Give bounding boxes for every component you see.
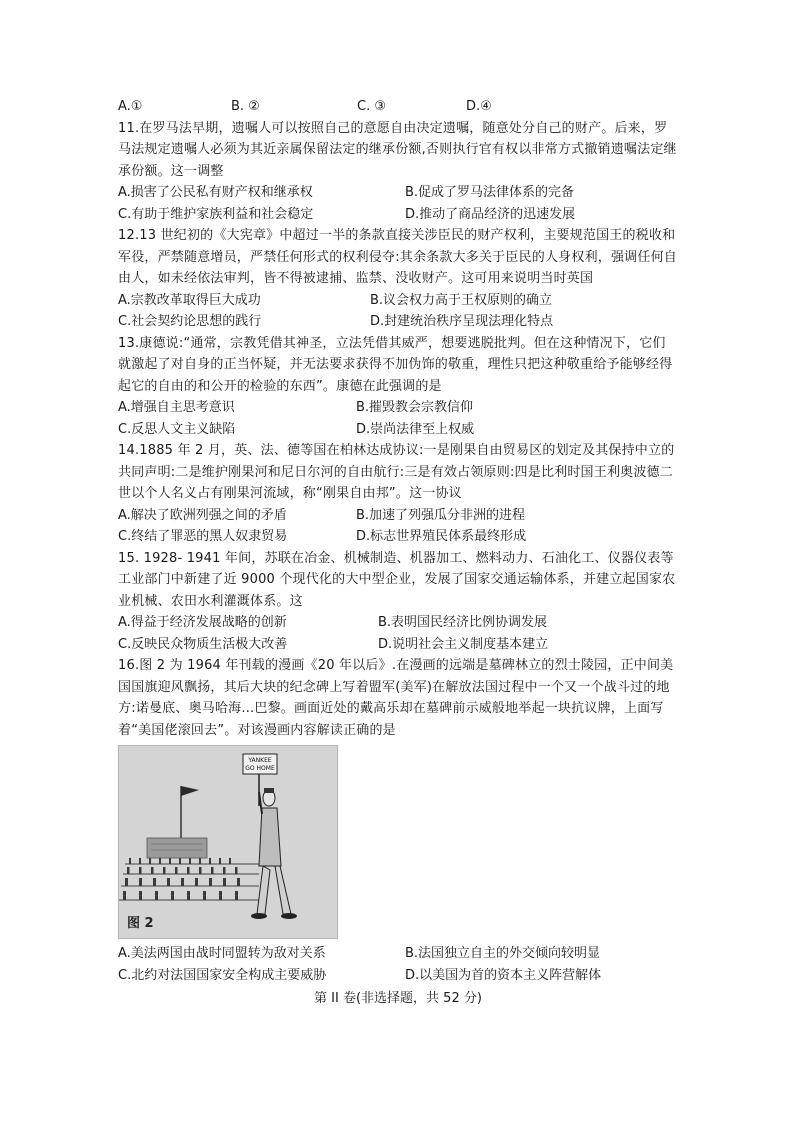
q12-option-c: C.社会契约论思想的践行 [118, 314, 262, 329]
q13-option-b: B.摧毁教会宗教信仰 [356, 400, 474, 415]
q13-text: 13.康德说:“通常，宗教凭借其神圣，立法凭借其威严，想要逃脱批判。但在这种情况下，它们就激起了对自身的正当怀疑，并无法要求获得不加伪饰的敬重，理性只把这种敬重给予能够经得起它的自由的和公开的检验的东西”。康德在此强调的是 [118, 335, 673, 394]
exam-page [118, 96, 678, 1010]
q16-option-d: D.以美国为首的资本主义阵营解体 [405, 967, 602, 983]
q14-options-row2 [118, 526, 678, 548]
section-footer: 第 II 卷(非选择题，共 52 分) [314, 991, 482, 1006]
q13-option-d: D.崇尚法律至上权威 [356, 421, 475, 437]
q12-options-row2 [118, 311, 678, 333]
q14-option-d: D.标志世界殖民体系最终形成 [356, 529, 527, 544]
q15-option-b: B.表明国民经济比例协调发展 [378, 615, 548, 630]
q15-option-d: D.说明社会主义制度基本建立 [378, 636, 549, 652]
q14-text: 14.1885 年 2 月，英、法、德等国在柏林达成协议:一是刚果自由贸易区的划定及其保持中立的共同声明:二是维护刚果河和尼日尔河的自由航行:三是有效占领原则:四是比利时国王利奥波德二世以个人名义占有刚果河流域，称“刚果自由邦”。这一协议 [118, 443, 675, 501]
q16-option-a: A.美法两国由战时同盟转为敌对关系 [118, 946, 326, 961]
q15-option-c: C.反映民众物质生活极大改善 [118, 636, 288, 652]
q16-option-b: B.法国独立自主的外交倾向较明显 [405, 946, 601, 961]
q16-options-row1 [118, 943, 678, 965]
q10-option-a: A.① [118, 99, 143, 114]
q14-option-c: C.终结了罪恶的黑人奴隶贸易 [118, 529, 288, 544]
q11-option-a: A.损害了公民私有财产权和继承权 [118, 185, 313, 200]
q12-option-a: A.宗教改革取得巨大成功 [118, 292, 261, 308]
q13-option-c: C.反思人文主义缺陷 [118, 421, 236, 437]
q11-options-row1 [118, 182, 678, 204]
q15-options-row1 [118, 612, 678, 634]
cartoon-illustration [119, 746, 337, 938]
q12-options-row1 [118, 290, 678, 312]
q12-option-d: D.封建统治秩序呈现法理化特点 [370, 314, 554, 329]
q10-options [118, 96, 678, 118]
q11-option-b: B.促成了罗马法律体系的完备 [405, 185, 575, 200]
figure-label: 图 2 [127, 915, 154, 931]
svg-text:GO HOME: GO HOME [245, 765, 275, 772]
cartoon-figure [118, 745, 338, 939]
q12-option-b: B.议会权力高于王权原则的确立 [370, 292, 553, 308]
q14-option-b: B.加速了列强瓜分非洲的进程 [356, 507, 526, 523]
q16-option-c: C.北约对法国国家安全构成主要威胁 [118, 967, 327, 983]
q13-options-row1 [118, 397, 678, 419]
q14-options-row1 [118, 505, 678, 527]
q15-option-a: A.得益于经济发展战略的创新 [118, 615, 287, 630]
svg-text:YANKEE: YANKEE [248, 757, 272, 764]
q11-option-d: D.推动了商品经济的迅速发展 [405, 206, 576, 222]
q14-option-a: A.解决了欧洲列强之间的矛盾 [118, 507, 287, 523]
q10-option-d: D.④ [466, 99, 492, 114]
q15-text: 15. 1928- 1941 年间，苏联在冶金、机械制造、机器加工、燃料动力、石油化工、仪器仪表等工业部门中新建了近 9000 个现代化的大中型企业，发展了国家交通运输体系，并建立起国家农业机械、农田水利灌溉体系。这 [118, 550, 676, 609]
q10-option-c: C. ③ [357, 99, 386, 114]
q11-option-c: C.有助于维护家族利益和社会稳定 [118, 206, 314, 222]
q13-options-row2 [118, 419, 678, 441]
q10-option-b: B. ② [231, 99, 260, 114]
q16-options-row2 [118, 965, 678, 987]
q16-text: 16.图 2 为 1964 年刊载的漫画《20 年以后》.在漫画的远端是墓碑林立的烈士陵园，正中间美国国旗迎风飘扬，其后大块的纪念碑上写着盟军(美军)在解放法国过程中一个又一个战斗过的地方:诺曼底、奥马哈海...巴黎。画面近处的戴高乐却在墓碑前示威般地举起一块抗议牌，上面写着“美国佬滚回去”。对该漫画内容解读正确的是 [118, 658, 674, 738]
q13-option-a: A.增强自主思考意识 [118, 400, 235, 415]
q12-text: 12.13 世纪初的《大宪章》中超过一半的条款直接关涉臣民的财产权利，主要规范国王的税收和军役，严禁随意增员，严禁任何形式的权利侵夺:其余条款大多关于臣民的人身权利，强调任何自由人，如未经依法审判，皆不得被逮捕、监禁、没收财产。这可用来说明当时英国 [118, 228, 677, 286]
q11-text: 11.在罗马法早期，遗嘱人可以按照自己的意愿自由决定遗嘱，随意处分自己的财产。后来，罗马法规定遗嘱人必须为其近亲属保留法定的继承份额,否则执行官有权以非常方式撤销遗嘱法定继承份额。这一调整 [118, 120, 677, 179]
q15-options-row2 [118, 634, 678, 656]
q11-options-row2 [118, 204, 678, 226]
